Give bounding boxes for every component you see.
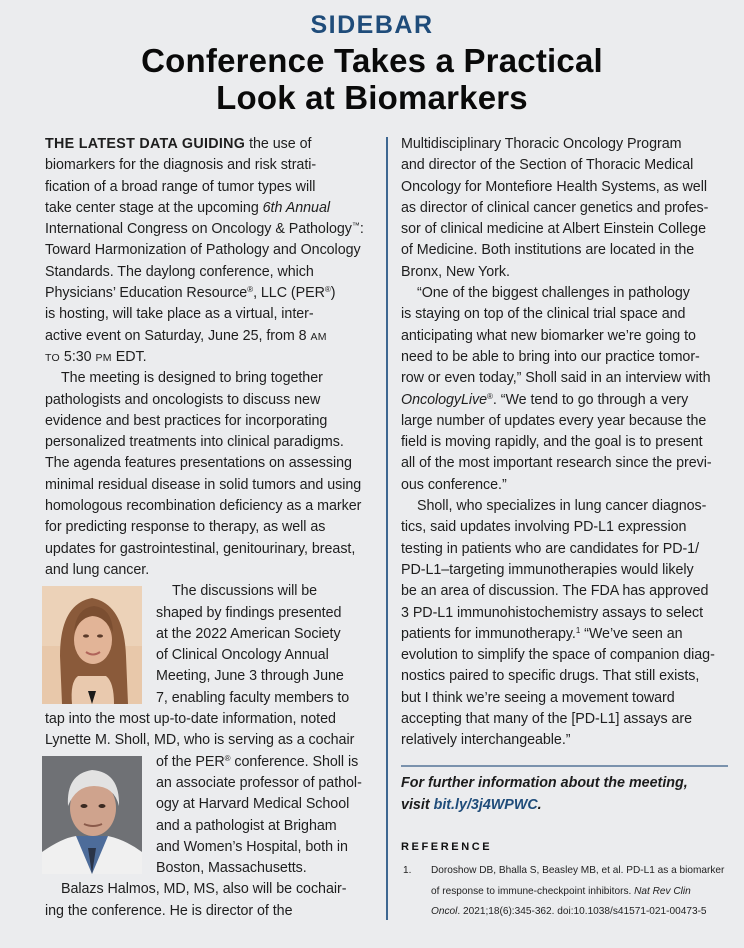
reference-item: [401, 861, 741, 923]
footnote-reference-1[interactable]: 1: [575, 625, 581, 635]
event-name-italic: 6th Annual: [262, 199, 330, 216]
reference-number: 1.: [403, 865, 412, 876]
text-line: ogy at Harvard Medical School: [156, 796, 350, 813]
text-line: Sholl, who specializes in lung cancer diagnos-: [417, 498, 707, 515]
text-line: sor of clinical medicine at Albert Einstein College: [401, 221, 706, 238]
left-column: [45, 134, 380, 922]
text-line: all of the most important research since the previ-: [401, 455, 712, 472]
text-line: Multidisciplinary Thoracic Oncology Program: [401, 136, 682, 152]
journal-name-italic: Oncol: [431, 906, 458, 917]
text-line: Boston, Massachusetts.: [156, 860, 307, 877]
text-line: minimal residual disease in solid tumors and using: [45, 476, 362, 493]
text-line: biomarkers for the diagnosis and risk strati-: [45, 157, 317, 174]
text-line: Meeting, June 3 through June: [156, 668, 344, 685]
text-line: of Clinical Oncology Annual: [156, 647, 329, 664]
text-line: THE LATEST DATA GUIDING the use of: [45, 136, 312, 152]
text-line: tics, said updates involving PD-L1 expression: [401, 519, 687, 536]
text-line: is staying on top of the clinical trial space and: [401, 306, 686, 323]
text-line: evolution to simplify the space of companion diag-: [401, 647, 715, 664]
text-line: evidence and best practices for incorporating: [45, 412, 328, 429]
text-line: For further information about the meeting,: [401, 775, 688, 791]
registered-symbol: ®: [224, 753, 231, 763]
text-line: Doroshow DB, Bhalla S, Beasley MB, et al. PD-L1 as a biomarker: [431, 865, 725, 876]
text-line: and director of the Section of Thoracic Medical: [401, 157, 694, 174]
text-line: 7, enabling faculty members to: [156, 689, 350, 706]
text-line: The discussions will be: [172, 583, 318, 600]
text-line: 3 PD-L1 immunohistochemistry assays to select: [401, 604, 704, 621]
text-line: The meeting is designed to bring together: [61, 370, 323, 387]
lead-in: THE LATEST DATA GUIDING: [45, 136, 246, 152]
text-line: shaped by findings presented: [156, 604, 342, 621]
text-line: accepting that many of the [PD-L1] assays are: [401, 711, 692, 728]
reference-text: [431, 861, 741, 923]
text-line: of response to immune-checkpoint inhibitors. Nat Rev Clin: [431, 885, 691, 897]
text-line: at the 2022 American Society: [156, 625, 341, 642]
text-line: personalized treatments into clinical paradigms.: [45, 434, 344, 451]
text-line: Physicians’ Education Resource®, LLC (PER®): [45, 285, 336, 302]
registered-symbol: ®: [324, 285, 331, 295]
text-line: row or even today,” Sholl said in an interview with: [401, 370, 711, 387]
text-line: is hosting, will take place as a virtual, inter-: [45, 306, 314, 323]
text-line: an associate professor of pathol-: [156, 774, 362, 791]
text-line: need to be able to bring into our practice tomor-: [401, 348, 700, 365]
text-line: tap into the most up-to-date information, noted: [45, 711, 336, 728]
text-line: International Congress on Oncology & Pathology™:: [45, 221, 364, 238]
text-line: Lynette M. Sholl, MD, who is serving as a cochair: [45, 732, 355, 749]
text-line: fication of a broad range of tumor types will: [45, 178, 316, 195]
text-line: The agenda features presentations on assessing: [45, 455, 352, 472]
text-line: field is moving rapidly, and the goal is to present: [401, 434, 703, 451]
text-line: of Medicine. Both institutions are located in the: [401, 242, 695, 259]
headline-line-2: Look at Biomarkers: [216, 79, 528, 116]
text-line: for predicting response to therapy, as well as: [45, 519, 326, 536]
text-line: ous conference.”: [401, 476, 507, 493]
text-line: OncologyLive®. “We tend to go through a very: [401, 391, 689, 408]
reference-list: [401, 861, 741, 923]
column-divider: [386, 137, 388, 920]
text-line: visit bit.ly/3j4WPWC.: [401, 796, 542, 813]
text-line: and Women’s Hospital, both in: [156, 838, 348, 855]
text-line: Oncol. 2021;18(6):345-362. doi:10.1038/s41571-021-00473-5: [431, 906, 707, 917]
text-line: Balazs Halmos, MD, MS, also will be cochair-: [61, 881, 347, 898]
text-line: as director of clinical cancer genetics and profes-: [401, 199, 709, 216]
article-headline: [0, 42, 744, 116]
reference-heading: REFERENCE: [401, 841, 493, 853]
text-line: “One of the biggest challenges in pathology: [417, 285, 690, 302]
text-line: Toward Harmonization of Pathology and Oncology: [45, 242, 361, 259]
registered-symbol: ®: [247, 285, 254, 295]
text-line: relatively interchangeable.”: [401, 732, 571, 749]
more-info-note: [401, 773, 736, 816]
journal-name-italic: Nat Rev Clin: [634, 885, 691, 897]
text-line: patients for immunotherapy.$^1$ “We’ve seen an: [401, 625, 683, 642]
text-line: updates for gastrointestinal, genitourinary, breast,: [45, 540, 356, 557]
text-line: anticipating what new biomarker we’re going to: [401, 327, 696, 344]
text-line: nostics paired to specific drugs. That still exists,: [401, 668, 700, 685]
section-kicker: SIDEBAR: [310, 11, 434, 39]
right-column: [401, 134, 736, 752]
text-line: and lung cancer.: [45, 561, 150, 578]
text-line: homologous recombination deficiency as a marker: [45, 498, 362, 515]
registered-symbol: ®: [487, 391, 493, 401]
text-line: and a pathologist at Brigham: [156, 817, 337, 834]
text-line: of the PER® conference. Sholl is: [156, 753, 359, 770]
text-line: take center stage at the upcoming 6th Annual: [45, 199, 330, 216]
text-line: active event on Saturday, June 25, from 8 AM: [45, 327, 327, 344]
info-divider: [401, 765, 728, 767]
text-line: TO 5:30 PM EDT.: [45, 348, 147, 365]
meeting-info-link[interactable]: bit.ly/3j4WPWC: [433, 796, 538, 813]
text-line: testing in patients who are candidates for PD-1/: [401, 540, 700, 557]
text-line: pathologists and oncologists to discuss new: [45, 391, 321, 408]
trademark-symbol: ™: [351, 221, 360, 231]
text-line: PD-L1–targeting immunotherapies would likely: [401, 561, 694, 578]
text-line: Standards. The daylong conference, which: [45, 263, 314, 280]
text-line: be an area of discussion. The FDA has approved: [401, 583, 709, 600]
text-line: ing the conference. He is director of the: [45, 902, 293, 919]
publication-name-italic: OncologyLive: [401, 391, 488, 408]
text-line: large number of updates every year because the: [401, 412, 707, 429]
text-line: Bronx, New York.: [401, 263, 510, 280]
text-line: Oncology for Montefiore Health Systems, as well: [401, 178, 707, 195]
text-line: but I think we’re seeing a movement toward: [401, 689, 675, 706]
headline-line-1: Conference Takes a Practical: [141, 42, 603, 79]
